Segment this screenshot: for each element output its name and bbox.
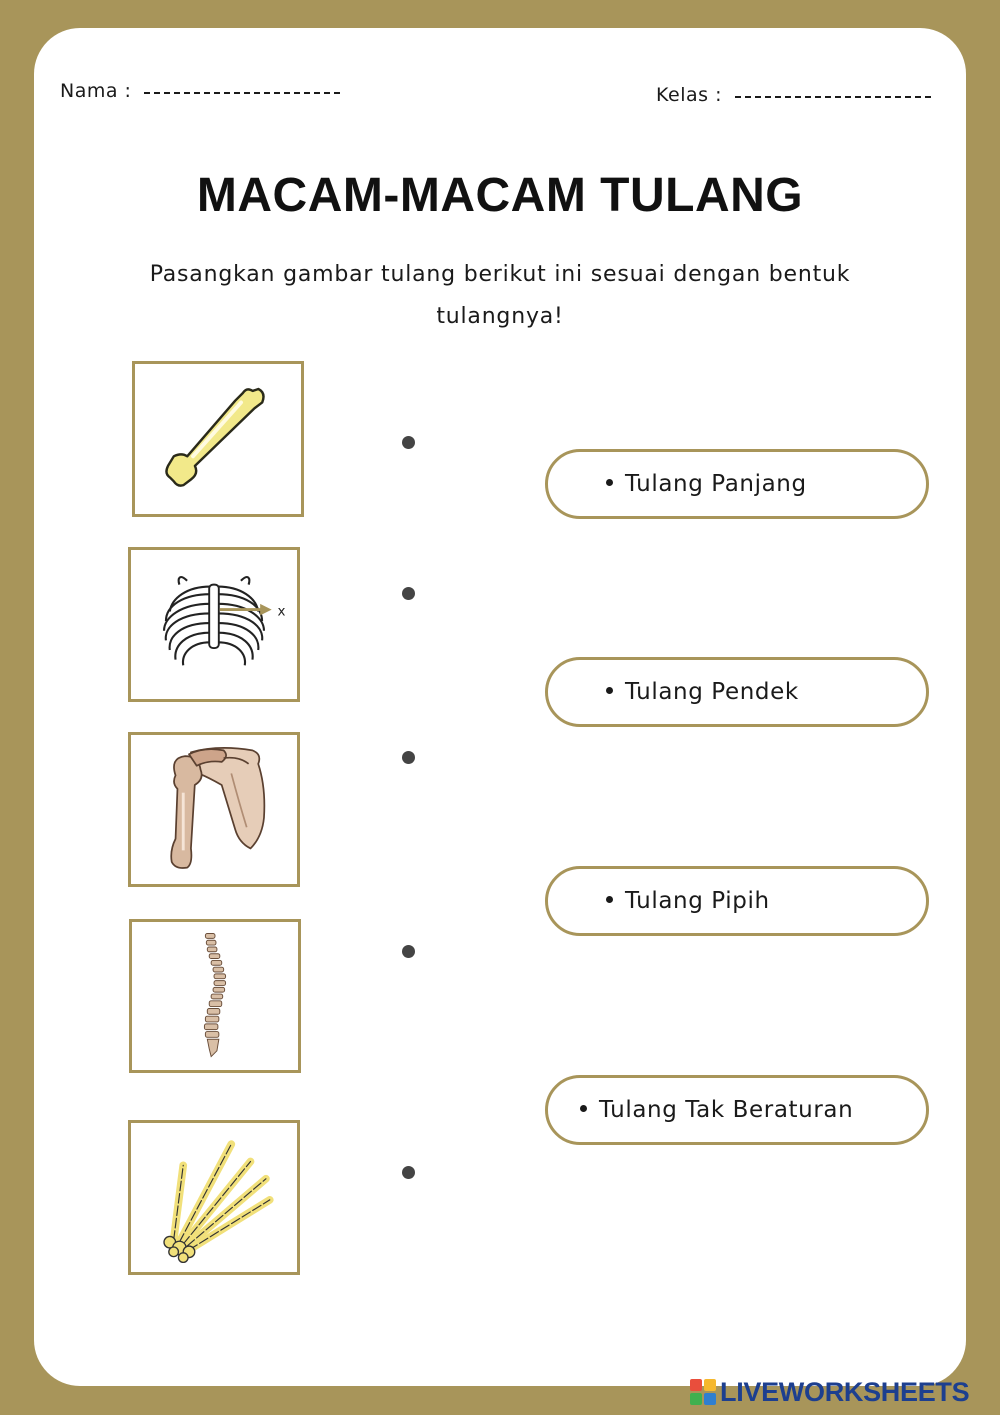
bullet-icon	[606, 687, 613, 694]
name-field[interactable]	[60, 80, 340, 102]
shoulder-bone-icon	[131, 735, 297, 884]
liveworksheets-watermark	[690, 1376, 969, 1408]
liveworksheets-logo-icon	[690, 1379, 716, 1405]
bullet-icon	[580, 1105, 587, 1112]
rib-cage-icon	[131, 550, 297, 699]
match-dot-1[interactable]	[402, 436, 415, 449]
class-label: Kelas :	[656, 84, 722, 106]
name-blank-line[interactable]	[144, 90, 340, 94]
match-dot-2[interactable]	[402, 587, 415, 600]
image-box-long-bone	[132, 361, 304, 517]
match-dot-5[interactable]	[402, 1166, 415, 1179]
long-bone-icon	[135, 364, 301, 514]
image-box-rib-cage	[128, 547, 300, 702]
option-label: Tulang Panjang	[625, 471, 807, 497]
option-label: Tulang Pendek	[625, 679, 799, 705]
bullet-icon	[606, 479, 613, 486]
class-field[interactable]	[656, 84, 931, 106]
class-blank-line[interactable]	[735, 94, 931, 98]
option-tulang-pipih[interactable]	[545, 866, 929, 936]
page-title: MACAM-MACAM TULANG	[196, 169, 804, 222]
bullet-icon	[606, 896, 613, 903]
watermark-text: LIVEWORKSHEETS	[720, 1376, 970, 1407]
image-box-spine	[129, 919, 301, 1073]
instruction-text: Pasangkan gambar tulang berikut ini sesuai dengan bentuk tulangnya!	[149, 262, 851, 329]
rib-cage-mark: x	[277, 604, 286, 620]
option-tulang-panjang[interactable]	[545, 449, 929, 519]
image-box-shoulder	[128, 732, 300, 887]
option-tulang-pendek[interactable]	[545, 657, 929, 727]
image-box-hand-bones	[128, 1120, 300, 1275]
option-label: Tulang Tak Beraturan	[599, 1097, 854, 1123]
option-tulang-tak-beraturan[interactable]	[545, 1075, 929, 1145]
spine-icon	[132, 922, 298, 1070]
match-dot-3[interactable]	[402, 751, 415, 764]
hand-bones-icon	[131, 1123, 297, 1272]
option-label: Tulang Pipih	[625, 888, 770, 914]
name-label: Nama :	[60, 80, 132, 102]
match-dot-4[interactable]	[402, 945, 415, 958]
